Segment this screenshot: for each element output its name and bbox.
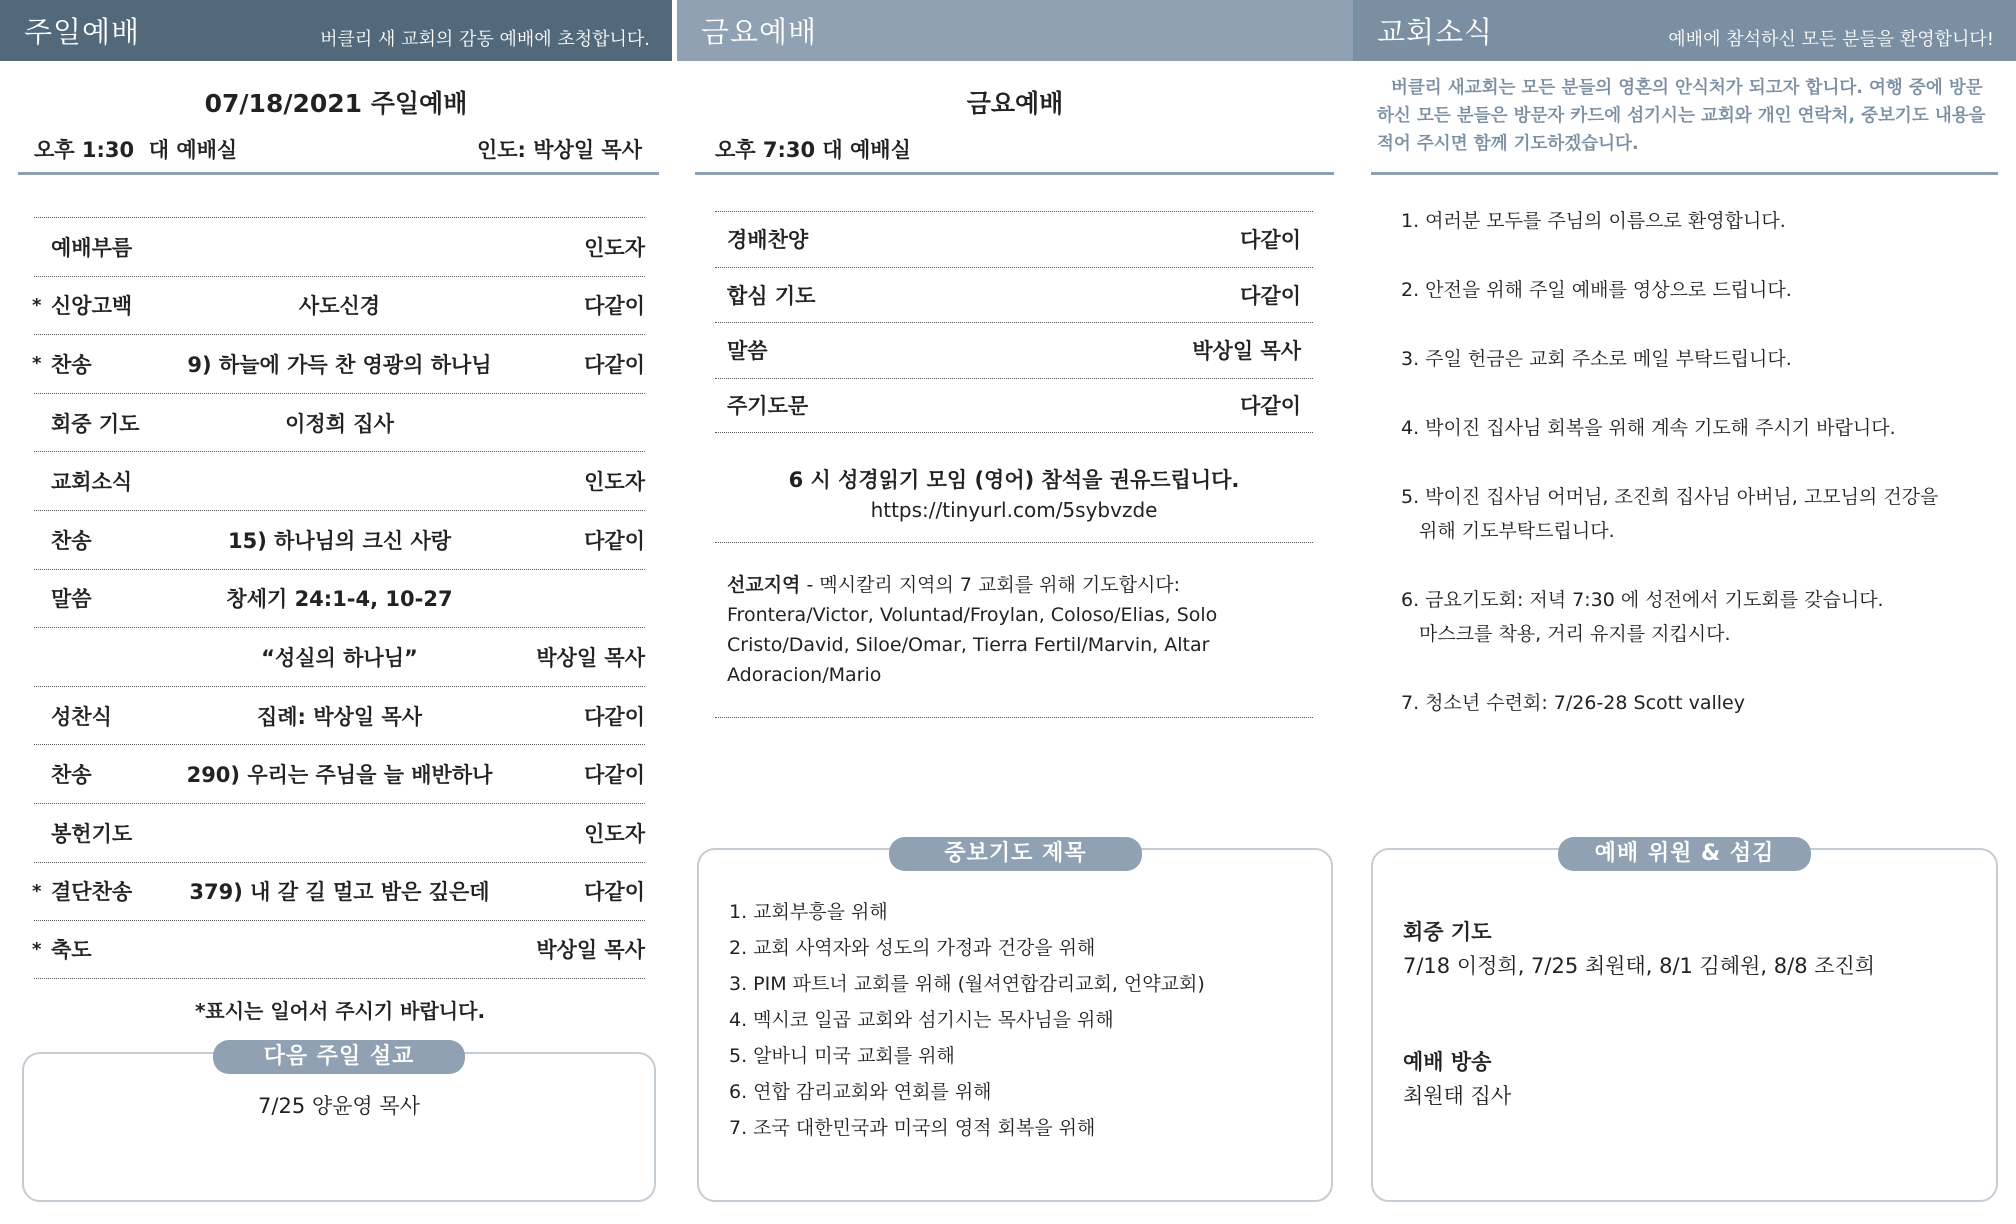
- news-item-text: 4. 박이진 집사님 회복을 위해 계속 기도해 주시기 바랍니다.: [1401, 417, 1896, 439]
- sunday-order-row: [34, 451, 645, 510]
- order-item-leader: 다같이: [584, 880, 645, 905]
- news-item-text: 3. 주일 헌금은 교회 주소로 메일 부탁드립니다.: [1401, 348, 1792, 370]
- reading-group-url[interactable]: https://tinyurl.com/5sybvzde: [870, 498, 1158, 522]
- order-item-name: 말씀: [51, 587, 92, 612]
- news-list: [1401, 204, 1991, 755]
- congregational-prayer-value: 7/18 이정희, 7/25 최원태, 8/1 김혜원, 8/8 조진희: [1403, 954, 1876, 978]
- prayer-request-item: 3. PIM 파트너 교회를 위해 (월셔연합감리교회, 언약교회): [729, 973, 1205, 995]
- order-item-name: 성찬식: [51, 704, 112, 729]
- news-item: [1401, 411, 1991, 445]
- sunday-order-row: [34, 217, 645, 276]
- sunday-order-row: [34, 276, 645, 335]
- order-item-leader: 인도자: [584, 235, 645, 260]
- friday-item-leader: 박상일 목사: [1192, 339, 1301, 364]
- sunday-order-row: [34, 569, 645, 628]
- standing-marker: *: [32, 353, 42, 375]
- order-item-name: 결단찬송: [51, 880, 133, 905]
- news-item: [1401, 273, 1991, 307]
- news-item: [1401, 480, 1991, 548]
- sunday-column: [0, 0, 672, 1224]
- next-sermon-label: 다음 주일 설교: [213, 1040, 465, 1074]
- order-item-leader: 인도자: [584, 821, 645, 846]
- friday-divider: [695, 172, 1334, 175]
- order-item-name: 교회소식: [51, 470, 133, 495]
- standing-marker: *: [32, 880, 42, 902]
- friday-service-title: 금요예배: [966, 89, 1064, 118]
- roles-box: [1371, 848, 1998, 1202]
- news-header: [1353, 0, 2016, 61]
- order-item-detail: 15) 하나님의 크신 사랑: [227, 528, 452, 553]
- broadcast-value: 최원태 집사: [1403, 1084, 1512, 1108]
- order-item-leader: 다같이: [584, 763, 645, 788]
- friday-order-row: [715, 322, 1313, 378]
- prayer-request-item: 6. 연합 감리교회와 연회를 위해: [729, 1081, 992, 1103]
- sunday-order-row: [34, 510, 645, 569]
- order-item-leader: 다같이: [584, 352, 645, 377]
- friday-time-place: 오후 7:30 대 예배실: [715, 138, 911, 162]
- order-item-name: 신앙고백: [51, 294, 133, 319]
- sunday-service-title: 07/18/2021 주일예배: [204, 89, 468, 118]
- mission-text: - 멕시칼리 지역의 7 교회를 위해 기도합시다: Frontera/Victor, Voluntad/Froylan, Coloso/Elias, Solo Cristo/David, Siloe/Omar, Tierra Fertil/Marvin, Altar Adoracion/Mario: [727, 574, 1218, 686]
- mission-section: [727, 570, 1317, 690]
- friday-item-leader: 다같이: [1240, 283, 1301, 308]
- order-item-name: 봉헌기도: [51, 821, 133, 846]
- order-item-leader: 다같이: [584, 294, 645, 319]
- news-item-text: 7. 청소년 수련회: 7/26-28 Scott valley: [1401, 692, 1745, 714]
- congregational-prayer-title: 회중 기도: [1403, 920, 1492, 944]
- friday-header-title: 금요예배: [701, 15, 818, 49]
- order-item-name: 축도: [51, 938, 92, 963]
- standing-notice: *표시는 일어서 주시기 바랍니다.: [194, 999, 486, 1023]
- sunday-order-row: [34, 744, 645, 803]
- welcome-message: 버클리 새교회는 모든 분들의 영혼의 안식처가 되고자 합니다. 여행 중에 방문하신 모든 분들은 방문자 카드에 섬기시는 교회와 개인 연락처, 중보기도 내용을 적어 주시면 함께 기도하겠습니다.: [1377, 78, 1986, 154]
- order-item-detail: “성실의 하나님”: [261, 645, 418, 670]
- order-item-name: 찬송: [51, 763, 92, 788]
- order-item-leader: 박상일 목사: [536, 938, 645, 963]
- news-header-title: 교회소식: [1377, 15, 1494, 49]
- order-item-detail: 사도신경: [298, 294, 381, 319]
- order-item-detail: 집례: 박상일 목사: [256, 704, 423, 729]
- prayer-request-item: 4. 멕시코 일곱 교회와 섬기시는 목사님을 위해: [729, 1009, 1114, 1031]
- news-item-text: 5. 박이진 집사님 어머님, 조진희 집사님 아버님, 고모님의 건강을: [1401, 486, 1939, 508]
- news-item-continuation: 위해 기도부탁드립니다.: [1419, 520, 1615, 542]
- friday-item-name: 합심 기도: [727, 283, 816, 308]
- order-item-leader: 다같이: [584, 528, 645, 553]
- sunday-order-row: [34, 686, 645, 745]
- order-item-detail: 290) 우리는 주님을 늘 배반하나: [186, 763, 493, 788]
- sunday-leader: 인도: 박상일 목사: [476, 138, 642, 162]
- friday-item-leader: 다같이: [1240, 228, 1301, 253]
- sunday-divider: [18, 172, 659, 175]
- sunday-order-row: [34, 334, 645, 393]
- order-item-leader: 인도자: [584, 470, 645, 495]
- friday-order-row: [715, 378, 1313, 434]
- sunday-order-row: [34, 803, 645, 862]
- news-column: [1353, 0, 2016, 1224]
- order-item-detail: 이정희 집사: [285, 411, 394, 436]
- order-item-name: 회중 기도: [51, 411, 140, 436]
- prayer-requests-list: [729, 894, 1205, 1146]
- prayer-requests-label: 중보기도 제목: [889, 837, 1142, 871]
- standing-marker: *: [32, 938, 42, 960]
- prayer-request-item: 1. 교회부흥을 위해: [729, 901, 888, 923]
- news-item: [1401, 204, 1991, 238]
- friday-item-name: 말씀: [727, 339, 768, 364]
- sunday-order-row: [34, 862, 645, 921]
- sunday-header: [0, 0, 672, 61]
- sunday-time-place: 오후 1:30 대 예배실: [34, 138, 238, 162]
- friday-order-row: [715, 267, 1313, 323]
- news-item: [1401, 583, 1991, 651]
- news-item-text: 1. 여러분 모두를 주님의 이름으로 환영합니다.: [1401, 210, 1786, 232]
- friday-dotted-line-2: [715, 717, 1313, 718]
- news-item-text: 6. 금요기도회: 저녁 7:30 에 성전에서 기도회를 갖습니다.: [1401, 589, 1884, 611]
- order-item-leader: 다같이: [584, 704, 645, 729]
- prayer-request-item: 2. 교회 사역자와 성도의 가정과 건강을 위해: [729, 937, 1096, 959]
- order-item-detail: 379) 내 갈 길 멀고 밤은 깊은데: [189, 880, 490, 905]
- prayer-requests-box: [697, 848, 1333, 1202]
- friday-order-row: [715, 211, 1313, 267]
- prayer-request-item: 7. 조국 대한민국과 미국의 영적 회복을 위해: [729, 1117, 1096, 1139]
- friday-item-name: 경배찬양: [727, 228, 809, 253]
- next-sermon-box: [22, 1052, 656, 1202]
- roles-label: 예배 위원 & 섬김: [1558, 837, 1811, 871]
- friday-order-list: [715, 211, 1313, 433]
- order-item-leader: 박상일 목사: [536, 645, 645, 670]
- prayer-request-item: 5. 알바니 미국 교회를 위해: [729, 1045, 955, 1067]
- friday-item-leader: 다같이: [1240, 394, 1301, 419]
- sunday-order-row: [34, 393, 645, 452]
- mission-label: 선교지역: [727, 574, 801, 596]
- reading-group-title: 6 시 성경읽기 모임 (영어) 참석을 권유드립니다.: [788, 468, 1240, 492]
- sunday-order-list: [34, 217, 645, 979]
- friday-header: [677, 0, 1353, 61]
- order-item-detail: 9) 하늘에 가득 찬 영광의 하나님: [187, 352, 492, 377]
- sunday-header-title: 주일예배: [24, 15, 141, 49]
- news-item: [1401, 342, 1991, 376]
- friday-column: [677, 0, 1353, 1224]
- sunday-info-row: [34, 134, 642, 164]
- friday-dotted-line: [715, 542, 1313, 543]
- sunday-header-subtitle: 버클리 새 교회의 감동 예배에 초청합니다.: [320, 28, 650, 50]
- sunday-order-row: [34, 627, 645, 686]
- broadcast-title: 예배 방송: [1403, 1050, 1492, 1074]
- next-sermon-text: 7/25 양윤영 목사: [258, 1094, 420, 1118]
- friday-item-name: 주기도문: [727, 394, 809, 419]
- standing-marker: *: [32, 294, 42, 316]
- news-item-continuation: 마스크를 착용, 거리 유지를 지킵시다.: [1419, 623, 1731, 645]
- order-item-name: 찬송: [51, 528, 92, 553]
- news-item-text: 2. 안전을 위해 주일 예배를 영상으로 드립니다.: [1401, 279, 1792, 301]
- order-item-name: 찬송: [51, 352, 92, 377]
- order-item-name: 예배부름: [51, 235, 133, 260]
- order-item-detail: 창세기 24:1-4, 10-27: [226, 587, 453, 612]
- news-header-subtitle: 예배에 참석하신 모든 분들을 환영합니다!: [1668, 28, 1994, 50]
- news-item: [1401, 686, 1991, 720]
- news-divider: [1371, 172, 1998, 175]
- sunday-order-row: [34, 920, 645, 979]
